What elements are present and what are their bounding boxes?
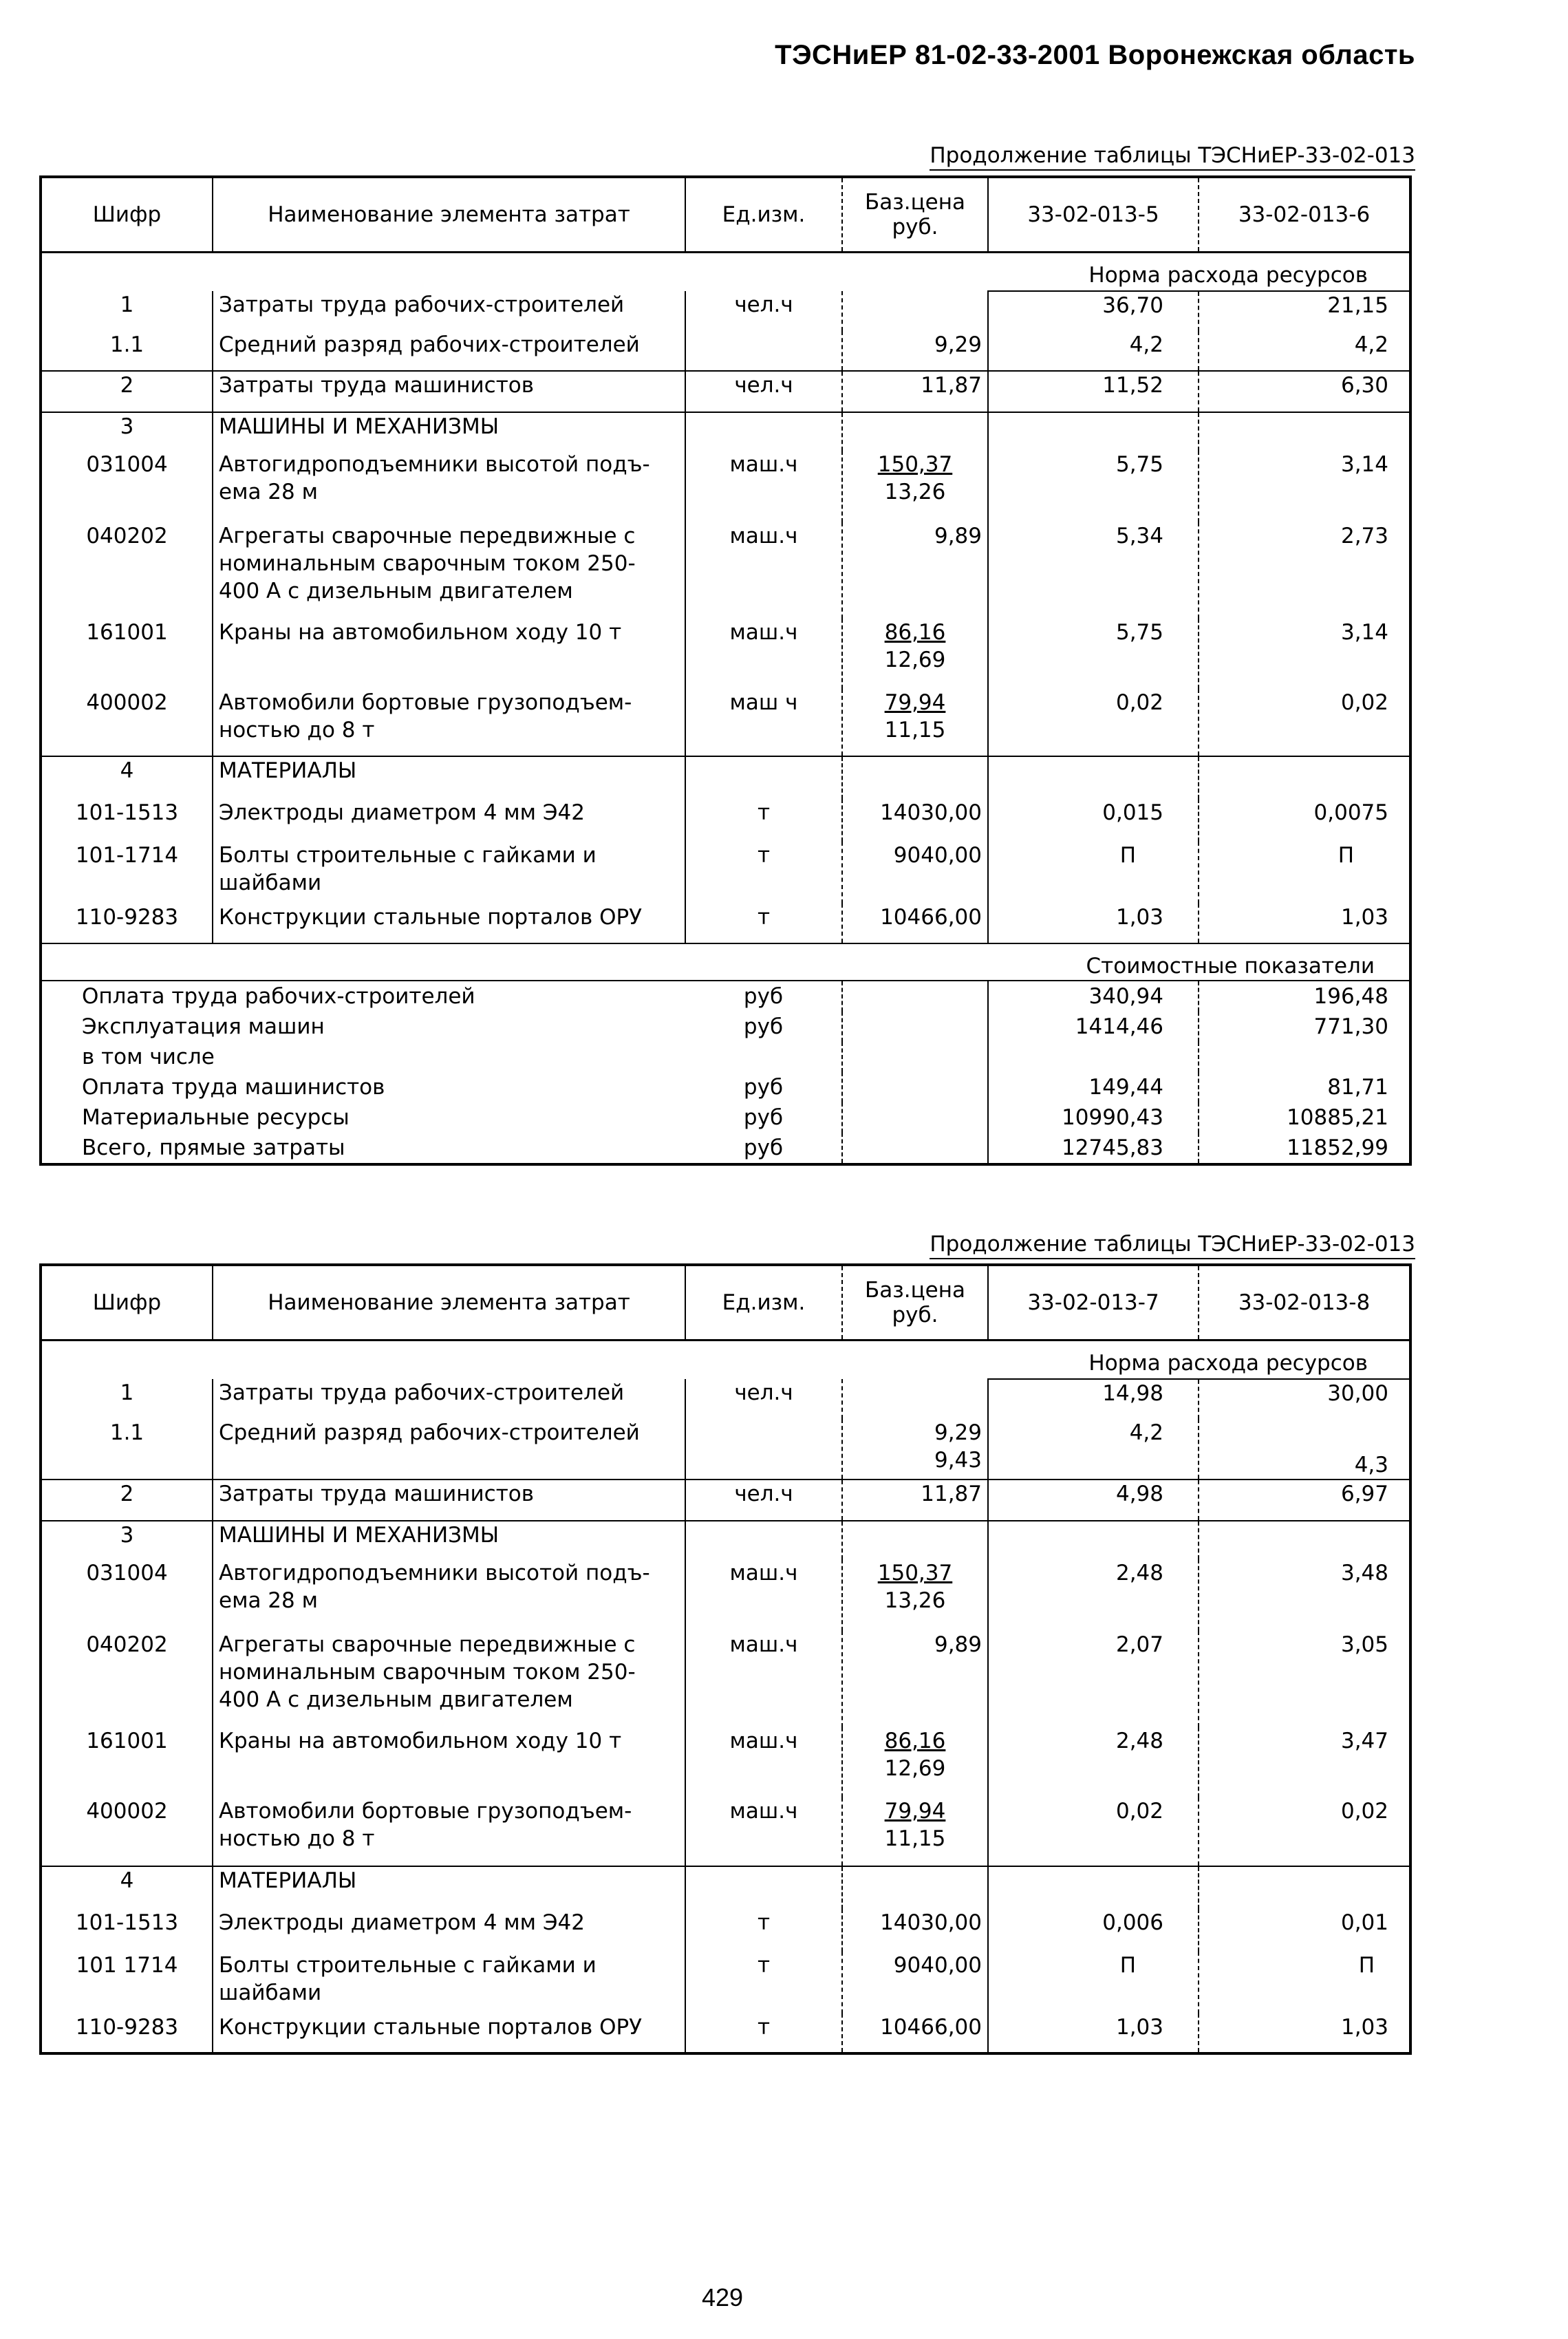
document-title: ТЭСНиЕР 81-02-33-2001 Воронежская область [775,40,1415,70]
header-price: Баз.цена руб. [842,1265,988,1341]
header-price: Баз.цена руб. [842,177,988,253]
section-row: 4 МАТЕРИАЛЫ [41,756,1410,799]
table-row: 101-1513 Электроды диаметром 4 мм Э42 т 14030,00 0,006 0,01 [41,1909,1410,1952]
table-row: 161001 Краны на автомобильном ходу 10 т маш.ч 86,16 12,69 5,75 3,14 [41,619,1410,689]
table-row: 101 1714 Болты строительные с гайками и шайбами т 9040,00 П П [41,1952,1410,2014]
norm-label-row [41,261,1410,291]
header-col-b: 33-02-013-6 [1199,177,1410,253]
summary-row: Оплата труда рабочих-строителей руб 340,94 196,48 [41,981,1410,1012]
table-header-row [41,1265,1410,1341]
table-caption: Продолжение таблицы ТЭСНиЕР-33-02-013 [930,143,1415,171]
table-row: 101-1714 Болты строительные с гайками и шайбами т 9040,00 П П [41,842,1410,904]
table-row: 1.1 Средний разряд рабочих-строителей 9,29 9,43 4,2 4,3 [41,1419,1410,1480]
table-row: 1 Затраты труда рабочих-строителей чел.ч 14,98 30,00 [41,1379,1410,1419]
header-code: Шифр [41,1265,213,1341]
table-row: 400002 Автомобили бортовые грузоподъем- ностью до 8 т маш ч 79,94 11,15 0,02 0,02 [41,689,1410,756]
resource-table-1 [39,175,1412,1166]
table-row: 040202 Агрегаты сварочные передвижные с номинальным сварочным током 250- 400 А с дизельным двигателем маш.ч 9,89 2,07 3,05 [41,1631,1410,1727]
summary-row: Оплата труда машинистов руб 149,44 81,71 [41,1072,1410,1102]
table-row: 1.1 Средний разряд рабочих-строителей 9,29 4,2 4,2 [41,331,1410,371]
table-row: 031004 Автогидроподъемники высотой подъ- ема 28 м маш.ч 150,37 13,26 5,75 3,14 [41,451,1410,522]
summary-row: Материальные ресурсы руб 10990,43 10885,21 [41,1102,1410,1133]
resource-table-2 [39,1263,1412,2055]
table-row: 031004 Автогидроподъемники высотой подъ- ема 28 м маш.ч 150,37 13,26 2,48 3,48 [41,1559,1410,1631]
table-row: 101-1513 Электроды диаметром 4 мм Э42 т 14030,00 0,015 0,0075 [41,799,1410,842]
table-header-row [41,177,1410,253]
table-row: 400002 Автомобили бортовые грузоподъем- ностью до 8 т маш.ч 79,94 11,15 0,02 0,02 [41,1797,1410,1866]
section-row: 3 МАШИНЫ И МЕХАНИЗМЫ [41,412,1410,451]
table-row: 2 Затраты труда машинистов чел.ч 11,87 11,52 6,30 [41,371,1410,412]
norm-label-row [41,1349,1410,1379]
header-unit: Ед.изм. [685,177,842,253]
header-unit: Ед.изм. [685,1265,842,1341]
summary-row: в том числе [41,1042,1410,1072]
header-col-b: 33-02-013-8 [1199,1265,1410,1341]
summary-row: Эксплуатация машин руб 1414,46 771,30 [41,1012,1410,1042]
header-col-a: 33-02-013-7 [988,1265,1199,1341]
section-row: 3 МАШИНЫ И МЕХАНИЗМЫ [41,1521,1410,1559]
table-row: 161001 Краны на автомобильном ходу 10 т маш.ч 86,16 12,69 2,48 3,47 [41,1727,1410,1797]
summary-row-total: Всего, прямые затраты руб 12745,83 11852,99 [41,1133,1410,1164]
table-row: 040202 Агрегаты сварочные передвижные с номинальным сварочным током 250- 400 А с дизельным двигателем маш.ч 9,89 5,34 2,73 [41,522,1410,619]
table-row: 1 Затраты труда рабочих-строителей чел.ч 36,70 21,15 [41,291,1410,331]
table-caption: Продолжение таблицы ТЭСНиЕР-33-02-013 [930,1232,1415,1259]
header-col-a: 33-02-013-5 [988,177,1199,253]
header-name: Наименование элемента затрат [213,1265,685,1341]
norm-label: Норма расхода ресурсов [988,1349,1410,1379]
section-row: 4 МАТЕРИАЛЫ [41,1866,1410,1909]
table-row: 2 Затраты труда машинистов чел.ч 11,87 4,98 6,97 [41,1480,1410,1521]
cost-label: Стоимостные показатели [41,943,1410,981]
header-name: Наименование элемента затрат [213,177,685,253]
cost-label-row [41,943,1410,981]
header-code: Шифр [41,177,213,253]
norm-label: Норма расхода ресурсов [988,261,1410,291]
table-row: 110-9283 Конструкции стальные порталов ОРУ т 10466,00 1,03 1,03 [41,904,1410,943]
table-row: 110-9283 Конструкции стальные порталов ОРУ т 10466,00 1,03 1,03 [41,2014,1410,2053]
page-number: 429 [701,2283,744,2311]
